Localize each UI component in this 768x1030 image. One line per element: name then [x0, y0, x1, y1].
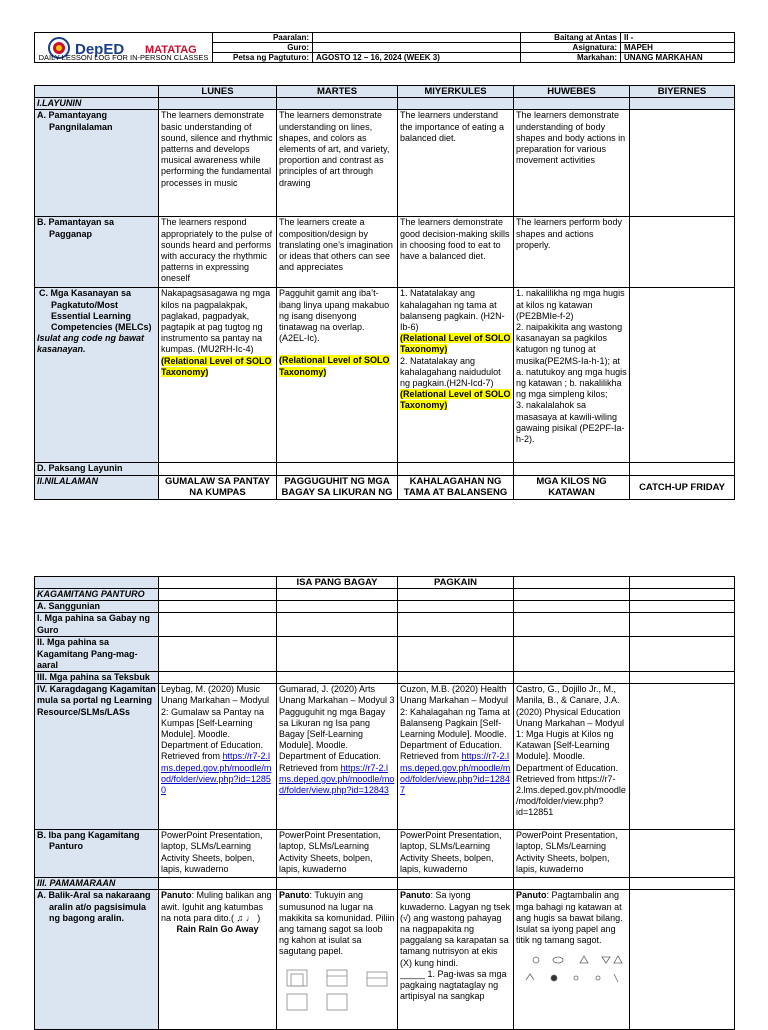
balik-aral-health: Panuto: Sa iyong kuwaderno. Lagyan ng tsek (√) ang wastong pahayag na nagpapakita ng paggalang sa karapatan sa tamang nutrisyon at ekis (X) kung hindi. _____ 1. Pag-iwas sa mga pagkaing nagtataglay ng artipisyal na sangkap [398, 890, 514, 1030]
community-places-image [279, 968, 395, 1015]
topic-health-part1: KAHALAGAHAN NG TAMA AT BALANSENG [398, 475, 514, 499]
body-shapes-image [516, 952, 627, 989]
pamamaraan-heading: III. PAMAMARAAN [35, 878, 159, 890]
petsa-label: Petsa ng Pagtuturo: [213, 53, 313, 63]
paaralan-label: Paaralan: [213, 33, 313, 43]
sanggunian-label: A. Sanggunian [35, 601, 159, 613]
content-standard-friday [630, 110, 735, 217]
asignatura-value[interactable]: MAPEH [621, 43, 735, 53]
petsa-value[interactable]: AGOSTO 12 – 16, 2024 (WEEK 3) [313, 53, 521, 63]
guro-value[interactable] [313, 43, 521, 53]
melc-arts-text: Pagguhit gamit ang iba’t-ibang linya upang makabuo ng isang disenyong tinatawag na overlap. (A2EL-Ic). [279, 288, 390, 344]
layunin-heading: I.LAYUNIN [35, 98, 159, 110]
content-standard-pe: The learners demonstrate understanding of body shapes and body actions in preparation for various movement activities [514, 110, 630, 217]
materials-health: PowerPoint Presentation, laptop, SLMs/Learning Activity Sheets, bolpen, lapis, kuwaderno [398, 830, 514, 878]
lesson-table-objectives [34, 85, 735, 500]
row-label-a: A. Pamantayang Pangnilalaman [35, 110, 159, 217]
topic-pe: MGA KILOS NG KATAWAN [514, 475, 630, 499]
health-item-1: _____ 1. Pag-iwas sa mga pagkaing nagtataglay ng artipisyal na sangkap [400, 968, 507, 1002]
topic-arts-part1: PAGGUGUHIT NG MGA BAGAY SA LIKURAN NG [277, 475, 398, 499]
header-table [34, 32, 735, 63]
matatag-wordmark: MATATAG [145, 44, 197, 56]
topic-music: GUMALAW SA PANTAY NA KUMPAS [159, 475, 277, 499]
baitang-label: Baitang at Antas [521, 33, 621, 43]
melc-pe: 1. nakalilikha ng mga hugis at kilos ng katawan (PE2BMIe-f-2) 2. naipakikita ang wastong kasanayan sa pagkilos katugon ng tunog at musika(PE2MS-Ia-h-1); at a. natutukoy ang mga hugis ng katawan ; b. nakalilikha ng mga simpleng kilos; 3. nakalalahok sa masasaya at kawili-wiling gawaing pisikal (PE2PF-Ia-h-2). [514, 288, 630, 463]
nilalaman-row [35, 475, 735, 499]
ref-pe: Castro, G., Dojillo Jr., M., Manila, B., & Canare, J.A. (2020) Physical Education Unang Markahan – Modyul 1: Mga Hugis at Kilos ng Katawan [Self-Learning Module]. Moodle. Department of Education. Retrieved from https://r7-2.lms.deped.gov.ph/moodle/mod/folder/view.php?id=12851 [514, 684, 630, 830]
balik-aral-arts: Panuto: Tukuyin ang sumusunod na lugar na makikita sa komunidad. Piliin ang tamang sagot sa loob ng kahon at isulat sa sagutang papel. [277, 890, 398, 1030]
balik-aral-row [35, 890, 735, 1030]
topic-arts-part2: ISA PANG BAGAY [277, 577, 398, 589]
day-lunes: LUNES [159, 86, 277, 98]
performance-standard-friday [630, 217, 735, 288]
melc-music [159, 288, 277, 463]
ref-music: Leybag, M. (2020) Music Unang Markahan – Modyul 2: Gumalaw sa Pantay na Kumpas [Self-Learning Module]. Moodle. Department of Education. Retrieved from https://r7-2.lms.deped.gov.ph/moodle/mod/folder/view.php?id=12850 [159, 684, 277, 830]
performance-standard-music: The learners respond appropriately to the pulse of sounds heard and performs with accuracy the rhythmic patterns in expressing oneself [159, 217, 277, 288]
balik-aral-label: A. Balik-Aral sa nakaraang aralin at/o pagsisimula ng bagong aralin. [35, 890, 159, 1030]
melc-health [398, 288, 514, 463]
deped-wordmark: DepED [75, 41, 125, 58]
gabay-guro-label: I. Mga pahina sa Gabay ng Guro [35, 613, 159, 637]
lr-portal-label: IV. Karagdagang Kagamitan mula sa portal ng Learning Resource/SLMs/LASs [35, 684, 159, 830]
lr-portal-row [35, 684, 735, 830]
day-header-row [35, 86, 735, 98]
markahan-label: Markahan: [521, 53, 621, 63]
day-miyerkules: MIYERKULES [398, 86, 514, 98]
day-huwebes: HUWEBES [514, 86, 630, 98]
other-materials-label: B. Iba pang Kagamitang Panturo [35, 830, 159, 878]
paaralan-value[interactable] [313, 33, 521, 43]
performance-standard-pe: The learners perform body shapes and actions properly. [514, 217, 630, 288]
solo-highlight-health-1: (Relational Level of SOLO Taxonomy) [400, 333, 511, 355]
blank-header-cell [35, 86, 159, 98]
solo-highlight-health-2: (Relational Level of SOLO Taxonomy) [400, 389, 511, 411]
content-standard-health: The learners understand the importance of eating a balanced diet. [398, 110, 514, 217]
materials-arts: PowerPoint Presentation, laptop, SLMs/Learning Activity Sheets, bolpen, lapis, kuwaderno [277, 830, 398, 878]
row-label-d: D. Paksang Layunin [35, 463, 159, 475]
melc-arts [277, 288, 398, 463]
dll-title: DAILY LESSON LOG FOR IN-PERSON CLASSES [35, 33, 213, 63]
melc-label: C. Mga Kasanayan sa Pagkatuto/Most Essential Learning Competencies (MELCs) [39, 288, 152, 333]
content-standard-arts: The learners demonstrate understanding on lines, shapes, and colors as elements of art, and variety, proportion and contrast as principles of art through drawing [277, 110, 398, 217]
solo-highlight-arts: (Relational Level of SOLO Taxonomy) [279, 355, 390, 377]
continued-topic-row [35, 577, 735, 589]
melc-music-text: Nakapagsasagawa ng mga kilos na pagpalakpak, paglakad, pagpadyak, pagtapik at pag tugtog ng instrumento sa pantay na kumpas. (MU2RH-Ic-4) [161, 288, 271, 355]
row-label-b: B. Pamantayan sa Pagganap [35, 217, 159, 288]
materials-music: PowerPoint Presentation, laptop, SLMs/Learning Activity Sheets, bolpen, lapis, kuwaderno [159, 830, 277, 878]
baitang-value[interactable]: II - [621, 33, 735, 43]
melc-friday [630, 288, 735, 463]
ref-arts-link[interactable]: https://r7-2.lms.deped.gov.ph/moodle/mod/folder/view.php?id=12843 [279, 762, 395, 796]
balik-aral-music: Panuto: Muling balikan ang awit. Iguhit ang katumbas na nota para dito.( ♫ ♩ ) Rain Rain Go Away [159, 890, 277, 1030]
topic-health-part2: PAGKAIN [398, 577, 514, 589]
paksang-layunin-row [35, 463, 735, 475]
nilalaman-heading: II.NILALAMAN [35, 475, 159, 499]
pamantayan-sa-pagganap-row [35, 217, 735, 288]
topic-friday: CATCH-UP FRIDAY [630, 475, 735, 499]
teksbuk-label: III. Mga pahina sa Teksbuk [35, 672, 159, 684]
content-standard-music: The learners demonstrate basic understanding of sound, silence and rhythmic patterns and develops musical awareness while performing the fundamental processes in music [159, 110, 277, 217]
melc-row [35, 288, 735, 463]
asignatura-label: Asignatura: [521, 43, 621, 53]
ref-health: Cuzon, M.B. (2020) Health Unang Markahan – Modyul 2: Kahalagahan ng Tama at Balanseng Pagkain [Self-Learning Module]. Moodle. Department of Education. Retrieved from https://r7-2.lms.deped.gov.ph/moodle/mod/folder/view.php?id=12847 [398, 684, 514, 830]
guro-label: Guro: [213, 43, 313, 53]
performance-standard-health: The learners demonstrate good decision-making skills in choosing food to eat to have a balanced diet. [398, 217, 514, 288]
melc-health-text-1: 1. Natatalakay ang kahalagahan ng tama at balanseng pagkain. (H2N-Ib-6) [400, 288, 505, 333]
materials-pe: PowerPoint Presentation, laptop, SLMs/Learning Activity Sheets, bolpen, lapis, kuwaderno [514, 830, 630, 878]
other-materials-row [35, 830, 735, 878]
markahan-value[interactable]: UNANG MARKAHAN [621, 53, 735, 63]
pamantayang-pangnilalaman-row [35, 110, 735, 217]
day-biyernes: BIYERNES [630, 86, 735, 98]
lesson-table-materials [34, 576, 735, 1030]
ref-arts: Gumarad, J. (2020) Arts Unang Markahan – Modyul 3 Pagguguhit ng mga Bagay sa Likuran ng Isa pang Bagay [Self-Learning Module]. Moodle. Department of Education. Retrieved from https://r7-2.lms.deped.gov.ph/moodle/mod/folder/view.php?id=12843 [277, 684, 398, 830]
ref-health-link[interactable]: https://r7-2.lms.deped.gov.ph/moodle/mod/folder/view.php?id=12847 [400, 751, 511, 796]
kagamitang-mag-aaral-label: II. Mga pahina sa Kagamitang Pang-mag-aaral [35, 637, 159, 672]
melc-health-text-2: 2. Natatalakay ang kahalagahang naidudulot ng pagkain.(H2N-Icd-7) [400, 355, 501, 389]
day-martes: MARTES [277, 86, 398, 98]
row-label-c [35, 288, 159, 463]
balik-aral-pe: Panuto: Pagtambalin ang mga bahagi ng katawan at ang hugis sa bawat bilang. Isulat sa iyong papel ang titik ng tamang sagot. [514, 890, 630, 1030]
solo-highlight-music: (Relational Level of SOLO Taxonomy) [161, 355, 272, 377]
performance-standard-arts: The learners create a composition/design by translating one’s imagination or ideas that others can see and appreciates [277, 217, 398, 288]
melc-note: Isulat ang code ng bawat kasanayan. [37, 333, 145, 355]
song-title: Rain Rain Go Away [176, 924, 259, 935]
kagamitan-heading: KAGAMITANG PANTURO [35, 589, 159, 601]
ref-music-link[interactable]: https://r7-2.lms.deped.gov.ph/moodle/mod/folder/view.php?id=12850 [161, 751, 272, 796]
